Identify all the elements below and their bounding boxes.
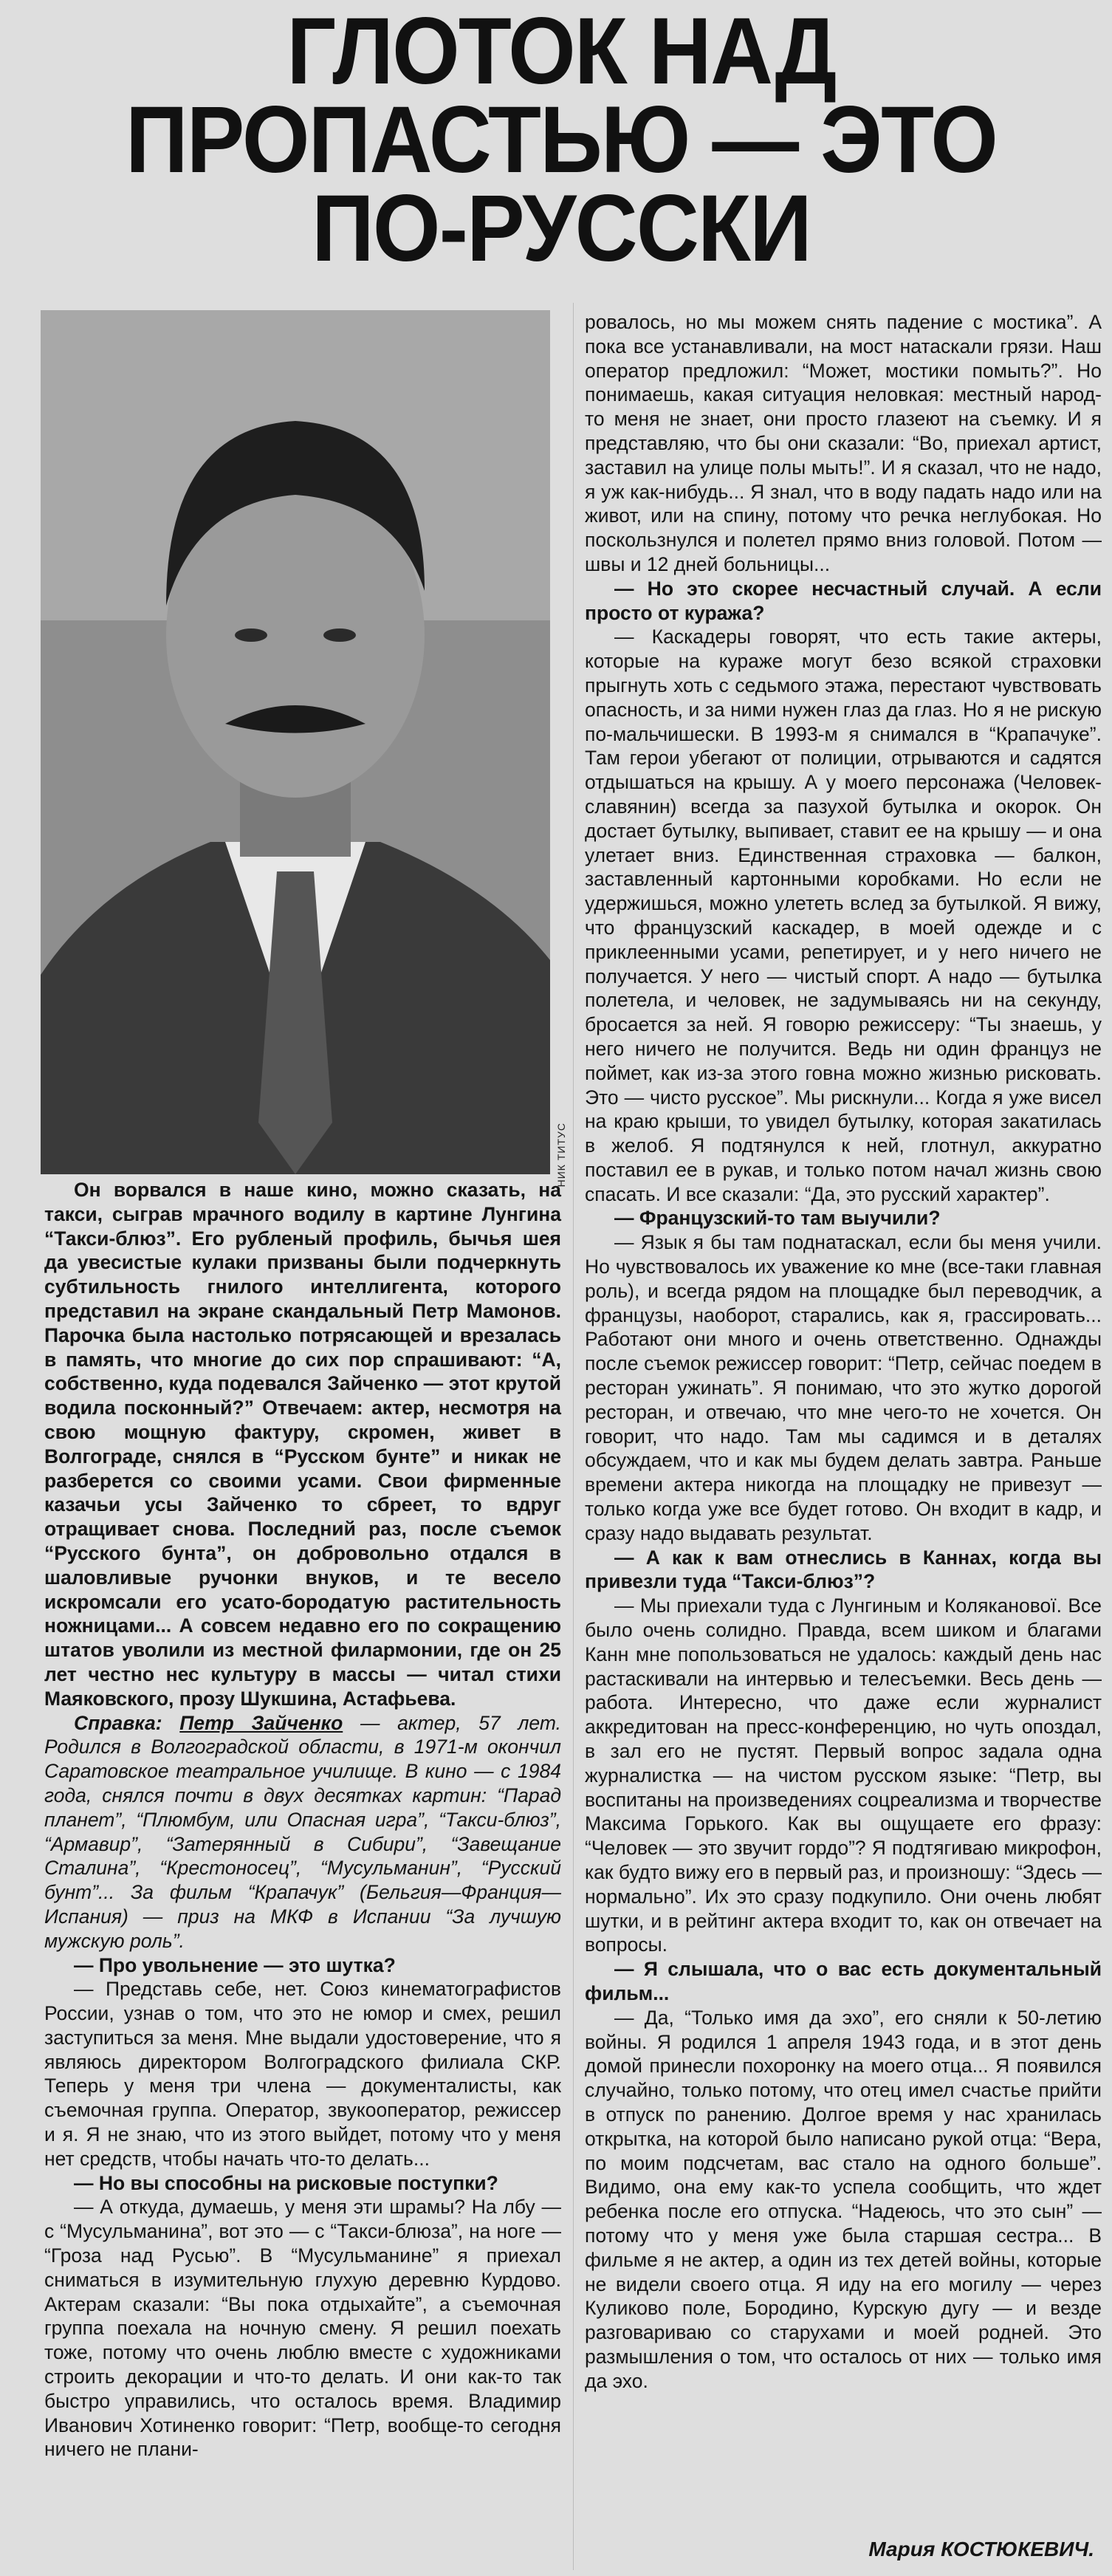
photo-credit: НИК ТИТУС: [555, 1123, 567, 1188]
question: — Но это скорее несчастный случай. А если просто от куража?: [585, 577, 1102, 624]
answer: — Представь себе, нет. Союз кинематографистов России, узнав о том, что это не юмор и смех, решил заступиться за меня. Мне выдали удостоверение, что я являюсь директором Волгоградского филиала СКР. Теперь у меня три члена — документалисты, как съемочная группа. Оператор, звукооператор, режиссер и я. Я не знаю, что из этого выйдет, потому что у меня нет средств, чтобы начать что-то делать...: [44, 1978, 561, 2170]
portrait-illustration: [41, 310, 550, 1174]
portrait-photo: [41, 310, 550, 1174]
headline-line-3: ПО-РУССКИ: [312, 176, 811, 281]
headline-line-2: ПРОПАСТЬЮ — ЭТО: [125, 87, 998, 193]
headline: [86, 0, 1037, 281]
answer-continued: ровалось, но мы можем снять падение с мостика”. А пока все устанавливали, на мост натаскали грязи. Наш оператор предложил: “Может, мостики помыть?”. Но понимаешь, какая ситуация неловкая: местный народ-то меня не знает, они просто глазеют на съемку. И я представляю, что бы они сказали: “Во, приехал артист, заставил на улице полы мыть!”. И я сказал, что не надо, я уж как-нибудь... Я знал, что в воду падать надо или на живот, или на спину, потому что речка неглубокая. Но поскользнулся и полетел прямо вниз головой. Потом — швы и 12 дней больницы...: [585, 311, 1102, 575]
question: — Французский-то там выучили?: [614, 1207, 941, 1230]
question: — Я слышала, что о вас есть документальный фильм...: [585, 1958, 1102, 2004]
reference-text: — актер, 57 лет. Родился в Волгоградской области, в 1971-м окончил Саратовское театральное училище. В кино — с 1984 года, снялся почти в двух десятках картин: “Парад планет”, “Плюмбум, или Опасная игра”, “Такси-блюз”, “Армавир”, “Затерянный в Сибири”, “Завещание Сталина”, “Крестоносец”, “Мусульманин”, “Русский бунт”... За фильм “Крапачук” (Бельгия—Франция—Испания) — приз на МКФ в Испании “За лучшую мужскую роль”.: [44, 1711, 561, 1952]
left-column: [44, 1178, 561, 2462]
question: — А как к вам отнеслись в Каннах, когда вы привезли туда “Такси-блюз”?: [585, 1546, 1102, 1593]
column-divider: [573, 303, 574, 2570]
question: — Про увольнение — это шутка?: [74, 1953, 396, 1976]
lead-paragraph: Он ворвался в наше кино, можно сказать, на такси, сыграв мрачного водилу в картине Лунгина “Такси-блюз”. Его рубленый профиль, бычья шея да увесистые кулаки призваны были подчеркнуть субтильность гнилого интеллигента, которого представил на экране скандальный Петр Мамонов. Парочка была настолько потрясающей и врезалась в память, что многие до сих пор спрашивают: “А, собственно, куда подевался Зайченко — этот крутой водила посконный?” Отвечаем: актер, несмотря на свою мощную фактуру, скромен, живет в Волгограде, снялся в “Русском бунте” и никак не разберется со своими усами. Свои фирменные казачьи усы Зайченко то сбреет, то вдруг отращивает снова. Последний раз, после съемок “Русского бунта”, он добровольно отдался в шаловливые ручонки внуков, и те весело искромсали его усато-бородатую растительность ножницами... А совсем недавно его по сокращению штатов уволили из местной филармонии, где он 25 лет честно нес культуру в массы — читал стихи Маяковского, прозу Шукшина, Астафьева.: [44, 1179, 561, 1710]
question: — Но вы способны на рисковые поступки?: [74, 2171, 498, 2194]
headline-line-1: ГЛОТОК НАД: [286, 0, 836, 104]
answer: — Мы приехали туда с Лунгиным и Коляканової. Все было очень солидно. Правда, всем шиком и благами Канн мне попользоваться не удалось: каждый день нас растаскивали на интервью и телесъемки. Весь день — работа. Интересно, что даже если журналист аккредитован на пресс-конференцию, но чуть опоздал, в зал его не пустят. Первый вопрос задала одна журналистка — на чистом русском языке: “Петр, вы воспитаны на произведениях соцреализма и творчестве Максима Горького. Как вы ощущаете его фразу: “Человек — это звучит гордо”? Я подтягиваю микрофон, как будто вижу его в первый раз, и произношу: “Здесь — нормально”. Их это сразу подкупило. Они очень любят шутки, и в рейтинг актера входит то, как он отвечает на вопросы.: [585, 1594, 1102, 1956]
answer: — А откуда, думаешь, у меня эти шрамы? На лбу — с “Мусульманина”, вот это — с “Такси-блюза”, на ноге — “Гроза над Русью”. В “Мусульманине” я приехал сниматься в изумительную глухую деревню Курдово. Актерам сказали: “Вы пока отдыхайте”, а съемочная группа поехала на ночную смену. Я решил поехать тоже, потому что очень люблю вместе с художниками строить декорации и что-то делать. И они как-то так быстро управились, что осталось время. Владимир Иванович Хотиненко говорит: “Петр, вообще-то сегодня ничего не плани-: [44, 2196, 561, 2461]
right-column: [585, 310, 1102, 2394]
answer: — Да, “Только имя да эхо”, его сняли к 50-летию войны. Я родился 1 апреля 1943 года, и в этот день домой принесли похоронку на моего отца... Я появился случайно, только потому, что отец имел счастье прийти в отпуск по ранению. Долгое время у нас хранилась открытка, на которой было написано рукой отца: “Вера, по моим подсчетам, вас стало на одного больше”. Видимо, она ему как-то успела сообщить, что ждет ребенка после его отпуска. “Надеюсь, что это сын” — потому что у меня уже была старшая сестра... В фильме я не актер, а один из тех детей войны, которые не видели своего отца. Я иду на его могилу — через Куликово поле, Бородино, Курскую дугу — и везде разговариваю со старухами и моей родней. Это размышления о том, что осталось от них — только имя да эхо.: [585, 2006, 1102, 2392]
reference-paragraph: [44, 1711, 561, 1953]
byline: Мария КОСТЮКЕВИЧ.: [868, 2538, 1094, 2560]
reference-name: Петр Зайченко: [179, 1711, 343, 1734]
answer: — Язык я бы там поднатаскал, если бы меня учили. Но чувствовалось их уважение ко мне (все-таки главная роль), и всегда рядом на площадке был переводчик, а французы, наоборот, старались, как я, грассировать... Работают они много и очень ответственно. Однажды после съемок режиссер говорит: “Петр, сейчас поедем в ресторан ужинать”. Я понимаю, что это жутко дорогой ресторан, и отвечаю, что мне чего-то не хочется. Он говорит, что надо. Там мы садимся и в деталях обсуждаем, что и как мы будем делать завтра. Раньше времени актера никогда на площадку не привезут — только когда уже все будет готово. Он входит в кадр, и сразу надо выдавать результат.: [585, 1231, 1102, 1544]
answer: — Каскадеры говорят, что есть такие актеры, которые на кураже могут безо всякой страховки прыгнуть хоть с седьмого этажа, перестают чувствовать опасность, и за ними нужен глаз да глаз. Но я не рискую по-мальчишески. В 1993-м я снимался в “Крапачуке”. Там герои убегают от полиции, отрываются и садятся отдышаться на крышу. А у моего персонажа (Человек-славянин) всегда за пазухой бутылка и окорок. Он достает бутылку, выпивает, ставит ее на крышу — и она улетает вниз. Единственная страховка — балкон, заставленный картонными коробками. Но если не удержишься, можно улететь вслед за бутылкой. Я вижу, что французский каскадер, в моей одежде и с приклеенными усами, репетирует, и у него ничего не получается. У него — чистый спорт. А надо — бутылка полетела, и человек, не задумываясь ни на секунду, бросается за ней. Я говорю режиссеру: “Ты знаешь, у него ничего не получится. Ведь ни один француз не поймет, как из-за этого говна можно жизнью рисковать. Это — чисто русское”. Мы рискнули... Когда я уже висел на краю крыши, то увидел бутылку, которая закатилась в желоб. Я подтянулся к ней, глотнул, аккуратно поставил ее в рукав, и только потом начал жизнь свою спасать. И все сказали: “Да, это русский характер”.: [585, 626, 1102, 1205]
reference-label: Справка:: [74, 1711, 162, 1734]
